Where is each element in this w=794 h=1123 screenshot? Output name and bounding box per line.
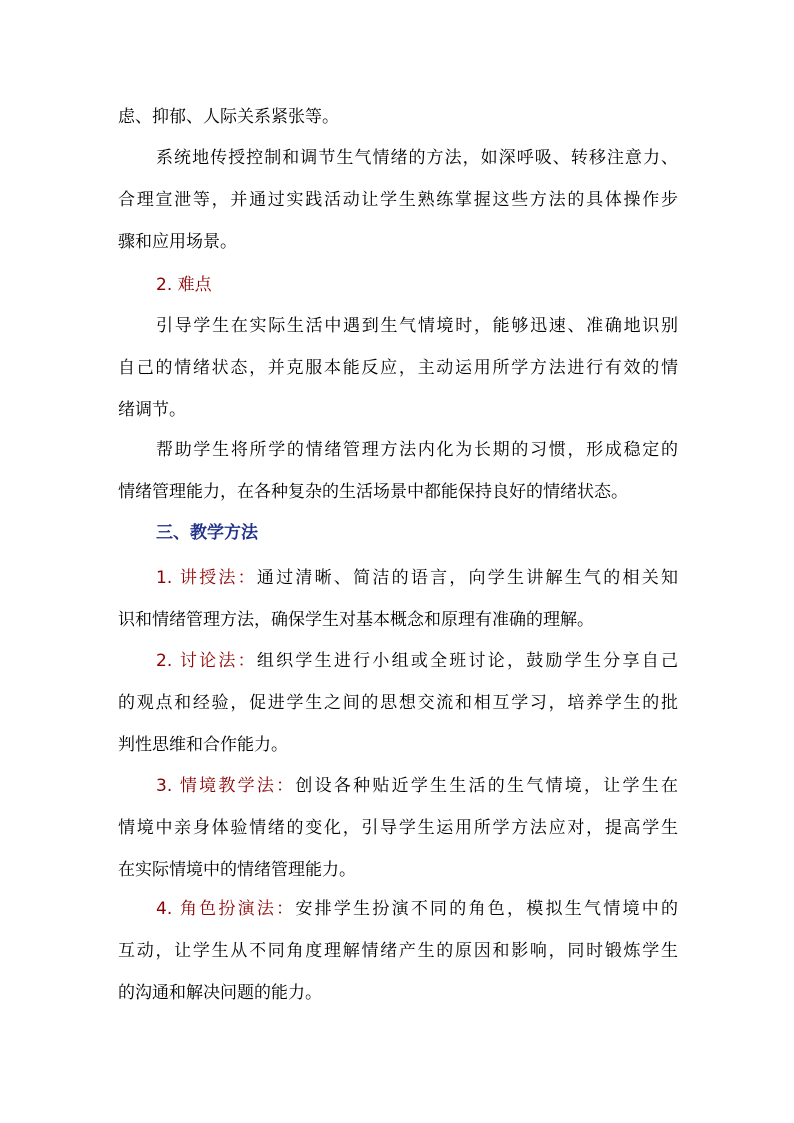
method-text: 创设各种贴近学生生活的生气情境，让学生在 xyxy=(295,776,679,796)
text-line: 系统地传授控制和调节生气情绪的方法，如深呼吸、转移注意力、 xyxy=(156,148,678,168)
text-line: 识和情绪管理方法，确保学生对基本概念和原理有准确的理解。 xyxy=(118,610,594,630)
text-line: 合理宣泄等，并通过实践活动让学生熟练掌握这些方法的具体操作步 xyxy=(118,190,678,210)
section-difficulty-label xyxy=(118,264,678,306)
method-role-play xyxy=(118,888,678,1014)
method-text: 通过清晰、简洁的语言，向学生讲解生气的相关知 xyxy=(256,568,679,588)
text-line: 判性思维和合作能力。 xyxy=(118,735,288,755)
method-situational xyxy=(118,765,678,891)
method-label: 1. 讲授法： xyxy=(156,568,257,588)
method-label: 4. 角色扮演法： xyxy=(156,899,296,919)
text-line: 情绪管理能力，在各种复杂的生活场景中都能保持良好的情绪状态。 xyxy=(118,482,628,502)
paragraph-difficulty-2 xyxy=(118,429,678,513)
method-label: 2. 讨论法： xyxy=(156,651,257,671)
text-line xyxy=(118,557,678,599)
text-line xyxy=(118,765,678,807)
text-line: 引导学生在实际生活中遇到生气情境时，能够迅速、准确地识别 xyxy=(156,316,678,336)
method-text: 组织学生进行小组或全班讨论，鼓励学生分享自己 xyxy=(256,651,679,671)
method-lecture xyxy=(118,557,678,641)
method-label: 3. 情境教学法： xyxy=(156,776,296,796)
paragraph-difficulty-1 xyxy=(118,305,678,431)
text-line: 互动，让学生从不同角度理解情绪产生的原因和影响，同时锻炼学生 xyxy=(118,941,678,961)
text-line: 的沟通和解决问题的能力。 xyxy=(118,983,322,1003)
text-line: 自己的情绪状态，并克服本能反应，主动运用所学方法进行有效的情 xyxy=(118,358,678,378)
method-text: 安排学生扮演不同的角色，模拟生气情境中的 xyxy=(295,899,679,919)
text-line xyxy=(118,640,678,682)
section-label: 2. 难点 xyxy=(156,275,212,295)
text-line: 的观点和经验，促进学生之间的思想交流和相互学习，培养学生的批 xyxy=(118,693,678,713)
text-line: 情境中亲身体验情绪的变化，引导学生运用所学方法应对，提高学生 xyxy=(118,818,678,838)
text-line: 在实际情境中的情绪管理能力。 xyxy=(118,860,356,880)
text-line: 虑、抑郁、人际关系紧张等。 xyxy=(118,107,339,127)
text-line: 骤和应用场景。 xyxy=(118,232,237,252)
method-discussion xyxy=(118,640,678,766)
section-heading: 三、教学方法 xyxy=(156,523,258,543)
text-line: 绪调节。 xyxy=(118,400,186,420)
paragraph-control-methods xyxy=(118,137,678,263)
text-line xyxy=(118,888,678,930)
heading-teaching-methods xyxy=(118,512,678,554)
text-line: 帮助学生将所学的情绪管理方法内化为长期的习惯，形成稳定的 xyxy=(156,440,678,460)
paragraph-continuation xyxy=(118,96,678,138)
